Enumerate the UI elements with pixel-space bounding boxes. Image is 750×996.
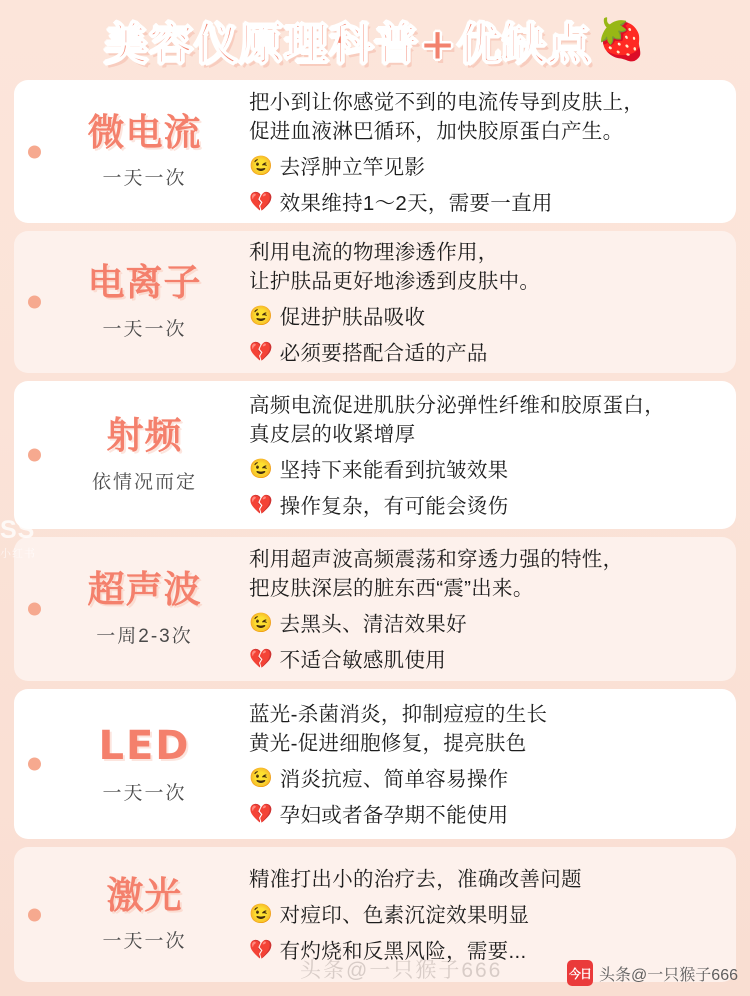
pro-point — [249, 767, 722, 794]
row-detail-column — [249, 847, 736, 982]
bullet-icon — [28, 758, 41, 771]
wink-face-icon: 😉 — [249, 459, 273, 481]
pro-point — [249, 612, 722, 639]
page-title: 美容仪原理科普+优缺点 — [104, 19, 593, 70]
bullet-icon — [28, 449, 41, 462]
list-item — [14, 80, 736, 223]
row-label-column — [14, 381, 249, 529]
row-detail-column — [249, 231, 736, 373]
watermark-left-sub: 小红书 — [0, 548, 36, 560]
row-detail-column — [249, 80, 736, 223]
broken-heart-icon: 💔 — [249, 940, 273, 962]
description-line: 让护肤品更好地渗透到皮肤中。 — [249, 270, 541, 294]
usage-frequency: 一天一次 — [102, 168, 187, 190]
pro-text: 坚持下来能看到抗皱效果 — [279, 459, 509, 483]
technology-name: LED — [98, 722, 191, 769]
description-line: 把皮肤深层的脏东西“震”出来。 — [249, 577, 534, 601]
wink-face-icon: 😉 — [249, 155, 273, 177]
list-item — [14, 231, 736, 373]
watermark-center: 头条@一只猴子666 — [300, 959, 503, 982]
list-item — [14, 847, 736, 982]
technology-name: 射频 — [106, 414, 183, 458]
row-label-column — [14, 80, 249, 223]
pro-text: 促进护肤品吸收 — [279, 306, 426, 330]
usage-frequency: 一天一次 — [102, 782, 187, 804]
pro-point — [249, 155, 722, 182]
broken-heart-icon: 💔 — [249, 342, 273, 364]
row-label-column — [14, 537, 249, 681]
row-detail-column — [249, 381, 736, 529]
con-point — [249, 939, 722, 966]
strawberry-icon: 🍓 — [596, 18, 646, 62]
row-label-column — [14, 231, 249, 373]
row-detail-column — [249, 689, 736, 839]
technology-name: 超声波 — [87, 568, 202, 612]
broken-heart-icon: 💔 — [249, 804, 273, 826]
broken-heart-icon: 💔 — [249, 191, 273, 213]
pro-point — [249, 903, 722, 930]
wink-face-icon: 😉 — [249, 613, 273, 635]
wink-face-icon: 😉 — [249, 768, 273, 790]
pro-text: 去浮肿立竿见影 — [279, 155, 426, 179]
con-text: 不适合敏感肌使用 — [279, 649, 447, 673]
con-point — [249, 341, 722, 368]
description-line: 把小到让你感觉不到的电流传导到皮肤上， — [249, 90, 645, 114]
bullet-icon — [28, 603, 41, 616]
bullet-icon — [28, 145, 41, 158]
wink-face-icon: 😉 — [249, 306, 273, 328]
con-point — [249, 648, 722, 675]
usage-frequency: 依情况而定 — [91, 471, 197, 493]
description-line: 蓝光-杀菌消炎，抑制痘痘的生长 — [249, 703, 548, 727]
technology-name: 激光 — [106, 873, 183, 917]
con-point — [249, 494, 722, 521]
technology-name: 电离子 — [87, 261, 202, 305]
list-item — [14, 689, 736, 839]
page-title-bar — [14, 0, 736, 80]
broken-heart-icon: 💔 — [249, 649, 273, 671]
pro-point — [249, 305, 722, 332]
description-line: 精准打出小的治疗去，准确改善问题 — [249, 868, 582, 892]
con-text: 操作复杂，有可能会烫伤 — [279, 495, 509, 519]
description-line: 利用电流的物理渗透作用， — [249, 241, 499, 265]
watermark-left-main: SS — [0, 516, 36, 544]
description-line: 促进血液淋巴循环，加快胶原蛋白产生。 — [249, 119, 624, 143]
con-point — [249, 191, 722, 218]
pro-point — [249, 458, 722, 485]
usage-frequency: 一天一次 — [102, 931, 187, 953]
list-item — [14, 537, 736, 681]
row-detail-column — [249, 537, 736, 681]
wink-face-icon: 😉 — [249, 904, 273, 926]
con-text: 孕妇或者备孕期不能使用 — [279, 804, 509, 828]
toutiao-logo-icon: 今日 — [567, 960, 593, 986]
usage-frequency: 一周2-3次 — [96, 625, 193, 647]
pro-text: 对痘印、色素沉淀效果明显 — [279, 904, 530, 928]
con-text: 效果维持1～2天，需要一直用 — [279, 191, 553, 215]
row-label-column — [14, 847, 249, 982]
description-line: 高频电流促进肌肤分泌弹性纤维和胶原蛋白， — [249, 394, 665, 418]
pro-text: 去黑头、清洁效果好 — [279, 613, 467, 637]
row-label-column — [14, 689, 249, 839]
bullet-icon — [28, 908, 41, 921]
bullet-icon — [28, 296, 41, 309]
description-line: 黄光-促进细胞修复，提亮肤色 — [249, 732, 527, 756]
list-item — [14, 381, 736, 529]
con-text: 必须要搭配合适的产品 — [279, 342, 488, 366]
usage-frequency: 一天一次 — [102, 318, 187, 340]
pro-text: 消炎抗痘、简单容易操作 — [279, 768, 509, 792]
description-line: 真皮层的收紧增厚 — [249, 423, 416, 447]
description-line: 利用超声波高频震荡和穿透力强的特性， — [249, 548, 624, 572]
watermark-badge-text: 头条@一只猴子666 — [599, 966, 738, 984]
broken-heart-icon: 💔 — [249, 495, 273, 517]
con-text: 有灼烧和反黑风险，需要... — [279, 940, 527, 964]
technology-name: 微电流 — [87, 110, 202, 154]
con-point — [249, 803, 722, 830]
